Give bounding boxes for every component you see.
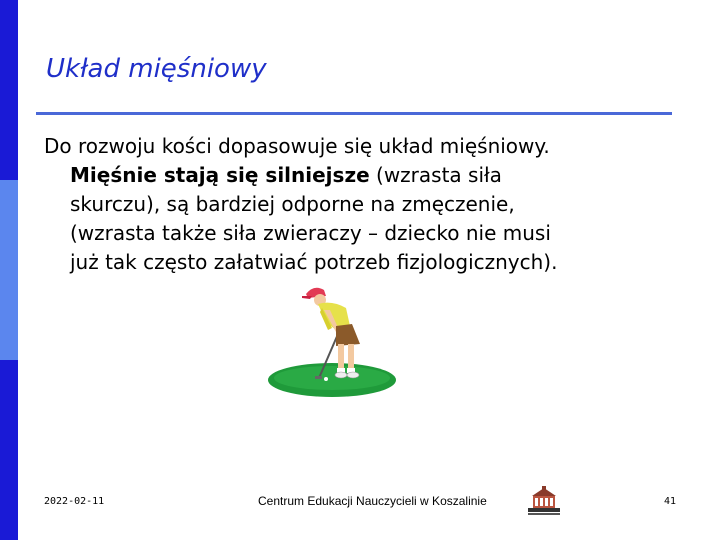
body-line-2	[44, 161, 684, 190]
institution-building-icon	[526, 486, 562, 516]
footer-organization: Centrum Edukacji Nauczycieli w Koszalinie	[258, 494, 487, 508]
body-line-2-rest: (wzrasta siła	[369, 163, 502, 187]
side-accent-bar	[0, 0, 18, 540]
footer-date: 2022-02-11	[44, 496, 105, 507]
page-number: 41	[664, 496, 677, 507]
bold-phrase: Mięśnie stają się silniejsze	[70, 163, 370, 187]
golfer-clipart	[262, 282, 402, 400]
body-line-3: skurczu), są bardziej odporne na zmęczenie,	[70, 192, 515, 216]
side-bar-middle	[0, 180, 18, 360]
side-bar-bottom	[0, 360, 18, 540]
side-bar-top	[0, 0, 18, 180]
body-line-5: już tak często załatwiać potrzeb fizjologicznych).	[70, 250, 558, 274]
body-line-intro: Do rozwoju kości dopasowuje się układ mięśniowy.	[44, 134, 550, 158]
slide-title: Układ mięśniowy	[46, 54, 267, 84]
body-line-4: (wzrasta także siła zwieraczy – dziecko nie musi	[70, 221, 551, 245]
slide-body	[44, 132, 684, 277]
title-underline	[36, 112, 672, 115]
